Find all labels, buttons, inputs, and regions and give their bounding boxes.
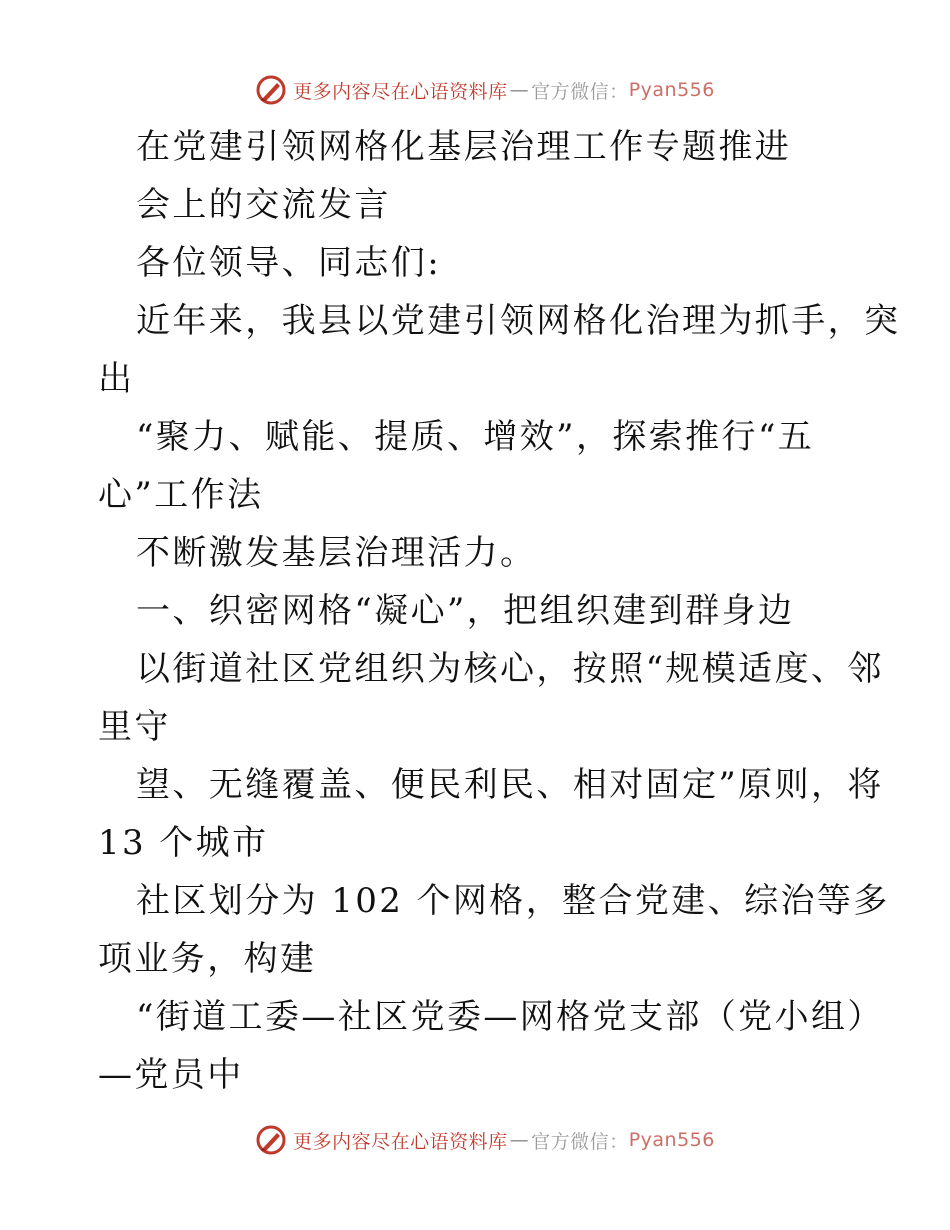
watermark-dash: —	[509, 1129, 530, 1151]
watermark-label: 官方微信：	[531, 1130, 629, 1153]
header-watermark	[0, 70, 950, 110]
text-line: 里守	[98, 707, 171, 747]
watermark-label: 官方微信：	[531, 80, 629, 103]
watermark-wechat-id: Pyan556	[628, 79, 715, 101]
text-line: 不断激发基层治理活力。	[136, 533, 537, 573]
text-line: 出	[98, 359, 135, 399]
footer-watermark	[0, 1120, 950, 1160]
text-line: 社区划分为 102 个网格，整合党建、综治等多	[136, 881, 890, 921]
watermark-dash: —	[509, 79, 530, 101]
text-line: 心”工作法	[98, 475, 264, 515]
text-line: 望、无缝覆盖、便民利民、相对固定”原则，将	[136, 765, 884, 805]
pen-logo-icon	[255, 1124, 287, 1156]
watermark-brand: 更多内容尽在心语资料库	[293, 80, 508, 103]
text-line: 以街道社区党组织为核心，按照“规模适度、邻	[136, 649, 884, 689]
text-line: 一、织密网格“凝心”，把组织建到群身边	[136, 591, 795, 631]
text-line: “聚力、赋能、提质、增效”，探索推行“五	[136, 417, 815, 457]
text-line: 13 个城市	[98, 823, 269, 863]
document-body	[98, 118, 901, 1104]
text-line: 各位领导、同志们:	[136, 243, 442, 283]
watermark-brand: 更多内容尽在心语资料库	[293, 1130, 508, 1153]
watermark-wechat-id: Pyan556	[628, 1129, 715, 1151]
text-line: “街道工委—社区党委—网格党支部（党小组）	[136, 997, 884, 1037]
text-line: 近年来，我县以党建引领网格化治理为抓手，突	[136, 301, 901, 341]
text-line: 在党建引领网格化基层治理工作专题推进	[136, 127, 792, 167]
text-line: —党员中	[98, 1055, 244, 1095]
text-line: 会上的交流发言	[136, 185, 391, 225]
pen-logo-icon	[255, 74, 287, 106]
text-line: 项业务，构建	[98, 939, 317, 979]
